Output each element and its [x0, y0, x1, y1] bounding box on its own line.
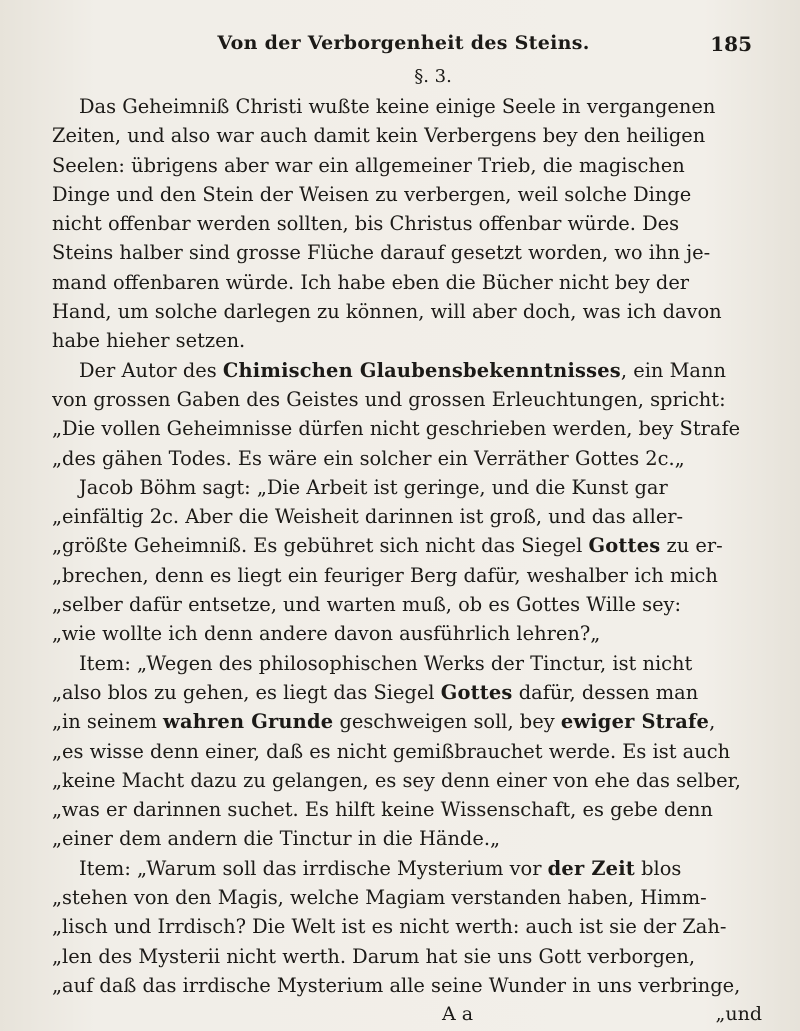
emphasized-text: Chimischen Glaubensbekenntnisses — [222, 358, 621, 382]
text-line: „keine Macht dazu zu gelangen, es sey denn einer von ehe das selber, — [52, 768, 741, 792]
signature-mark: A a — [442, 1003, 474, 1026]
running-head — [55, 30, 752, 64]
text-line: habe hieher setzen. — [52, 329, 246, 353]
catchword: „und — [715, 1003, 762, 1026]
text-line: „auf daß das irrdische Mysterium alle seine Wunder in uns verbringe, — [52, 973, 741, 997]
emphasized-text: Gottes — [588, 534, 661, 558]
emphasized-text: Gottes — [440, 680, 513, 704]
text-line: „des gähen Todes. Es wäre ein solcher ein Verräther Gottes 2c.„ — [52, 446, 685, 470]
text-line: Dinge und den Stein der Weisen zu verbergen, weil solche Dinge — [52, 182, 692, 206]
text-line: Jacob Böhm sagt: „Die Arbeit ist geringe, und die Kunst gar — [79, 475, 668, 499]
text-line: „stehen von den Magis, welche Magiam verstanden haben, Himm- — [52, 886, 707, 910]
page-number: 185 — [710, 32, 752, 56]
running-title: Von der Verborgenheit des Steins. — [217, 32, 590, 54]
emphasized-text: ewiger Strafe — [560, 710, 710, 734]
text-line: „selber dafür entsetze, und warten muß, ob es Gottes Wille sey: — [52, 593, 682, 617]
text-line: „wie wollte ich denn andere davon ausführlich lehren?„ — [52, 622, 601, 646]
text-line — [52, 531, 774, 560]
text-run: dafür, dessen man — [512, 680, 699, 704]
text-line: von grossen Gaben des Geistes und grossen Erleuchtungen, spricht: — [52, 387, 726, 411]
section-heading: §. 3. — [414, 66, 452, 87]
text-body — [52, 64, 774, 1029]
text-run: blos — [634, 856, 682, 880]
text-run: , ein Mann — [620, 358, 726, 382]
text-line: „einfältig 2c. Aber die Weisheit darinnen ist groß, und das aller- — [52, 505, 684, 529]
emphasized-text: der Zeit — [547, 856, 635, 880]
text-line: Steins halber sind grosse Flüche darauf gesetzt worden, wo ihn je- — [52, 241, 711, 265]
text-run: Der Autor des — [79, 358, 223, 382]
text-line: „Die vollen Geheimnisse dürfen nicht geschrieben werden, bey Strafe — [52, 417, 741, 441]
text-line: Hand, um solche darlegen zu können, will aber doch, was ich davon — [52, 300, 722, 324]
text-line — [52, 356, 774, 385]
text-line: Zeiten, und also war auch damit kein Verbergens bey den heiligen — [52, 124, 706, 148]
text-line: nicht offenbar werden sollten, bis Christus offenbar würde. Des — [52, 212, 680, 236]
text-run: „in seinem — [52, 710, 164, 734]
text-line: „was er darinnen suchet. Es hilft keine Wissenschaft, es gebe denn — [52, 798, 713, 822]
text-line — [52, 854, 774, 883]
text-line — [52, 678, 774, 707]
text-run: geschweigen soll, bey — [333, 710, 561, 734]
text-line: „es wisse denn einer, daß es nicht gemißbrauchet werde. Es ist auch — [52, 739, 731, 763]
text-line: „lisch und Irrdisch? Die Welt ist es nicht werth: auch ist sie der Zah- — [52, 915, 727, 939]
text-line: Item: „Wegen des philosophischen Werks der Tinctur, ist nicht — [79, 651, 693, 675]
emphasized-text: wahren Grunde — [163, 710, 334, 734]
text-line: „len des Mysterii nicht werth. Darum hat sie uns Gott verborgen, — [52, 944, 695, 968]
text-line — [52, 707, 774, 736]
text-run: „größte Geheimniß. Es gebühret sich nicht das Siegel — [52, 534, 589, 558]
text-line: „brechen, denn es liegt ein feuriger Berg dafür, weshalber ich mich — [52, 563, 718, 587]
text-line: Seelen: übrigens aber war ein allgemeiner Trieb, die magischen — [52, 153, 685, 177]
text-line: mand offenbaren würde. Ich habe eben die Bücher nicht bey der — [52, 270, 690, 294]
text-run: Item: „Warum soll das irrdische Mysterium vor — [79, 856, 548, 880]
text-lines — [52, 92, 774, 1000]
text-run: , — [709, 710, 716, 734]
text-line: „einer dem andern die Tinctur in die Hände.„ — [52, 827, 501, 851]
page-footer — [52, 1000, 774, 1029]
text-line: Das Geheimniß Christi wußte keine einige Seele in vergangenen — [79, 95, 716, 118]
text-run: „also blos zu gehen, es liegt das Siegel — [52, 680, 441, 704]
text-run: zu er- — [660, 534, 723, 558]
